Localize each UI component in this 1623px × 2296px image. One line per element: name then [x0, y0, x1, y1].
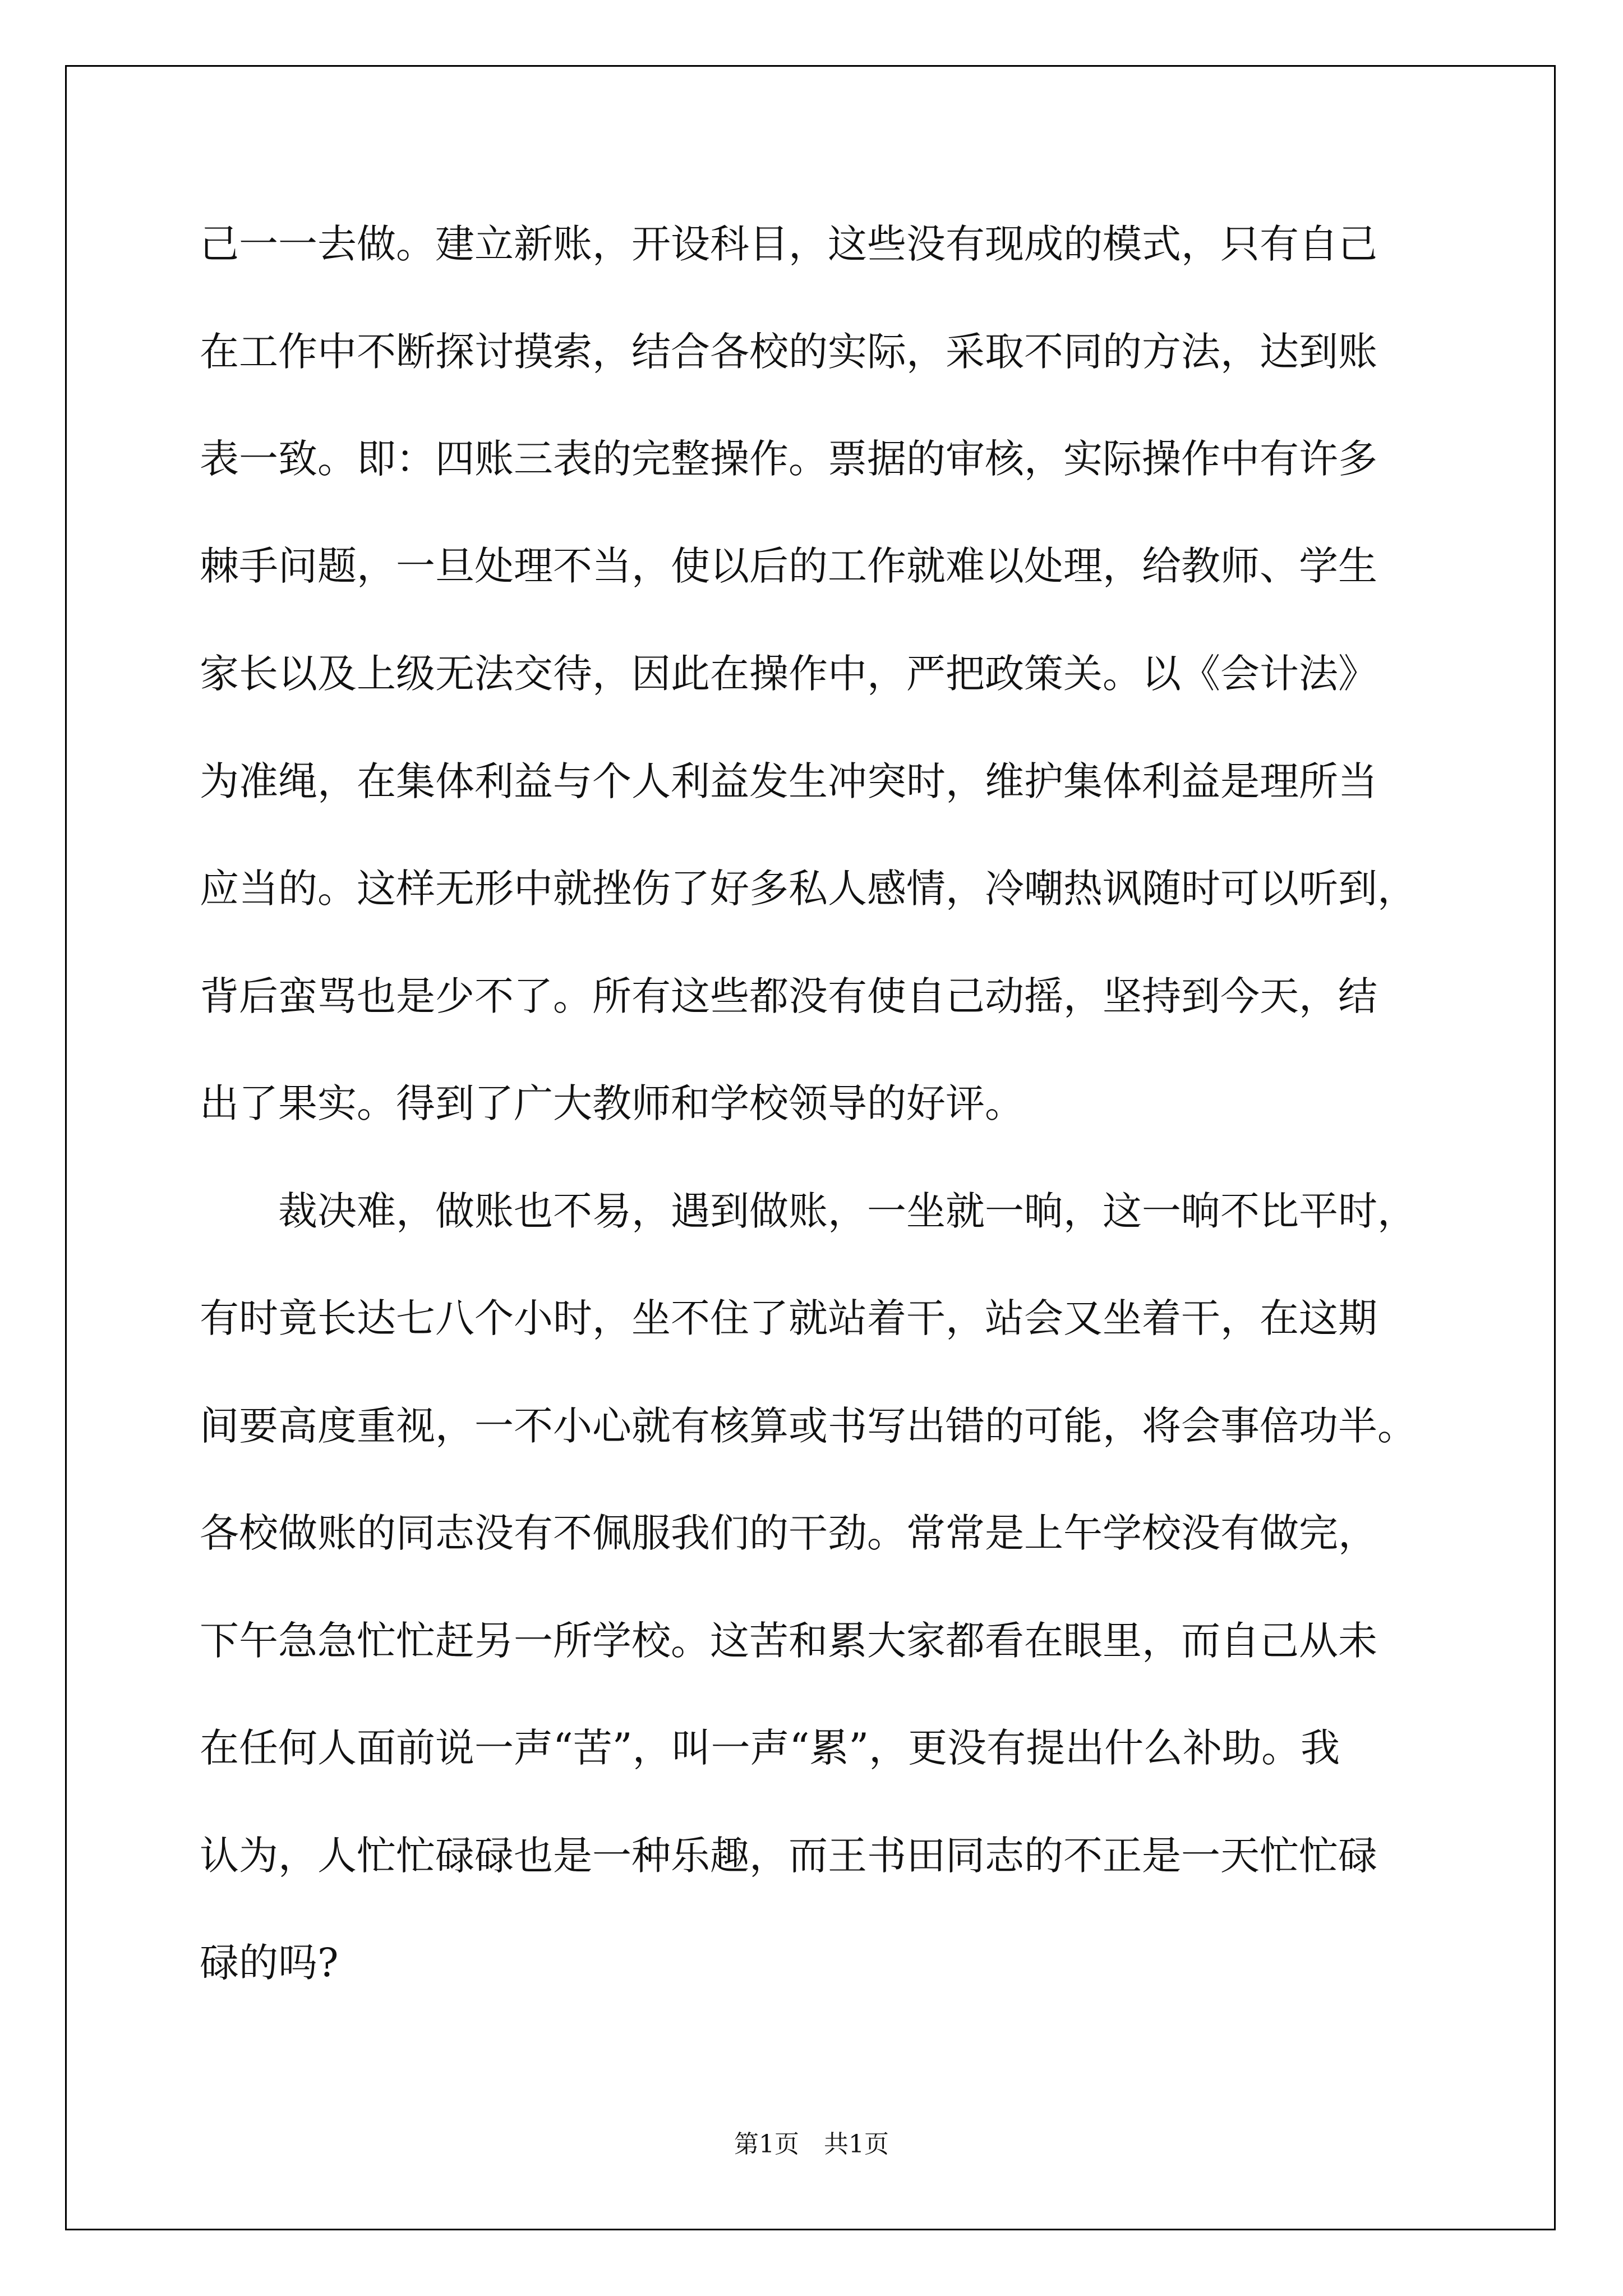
text-line: 为准绳，在集体利益与个人利益发生冲突时，维护集体利益是理所当: [200, 758, 1377, 804]
text-line: 己一一去做。建立新账，开设科目，这些没有现成的模式，只有自己: [200, 221, 1377, 267]
text-line: 出了果实。得到了广大教师和学校领导的好评。: [200, 1080, 1024, 1126]
text-line: 在工作中不断探讨摸索，结合各校的实际，采取不同的方法，达到账: [200, 329, 1377, 375]
text-line: 碌的吗?: [200, 1940, 339, 1986]
text-line: 间要高度重视，一不小心就有核算或书写出错的可能，将会事倍功半。: [200, 1403, 1417, 1449]
text-line: 表一致。即：四账三表的完整操作。票据的审核，实际操作中有许多: [200, 436, 1377, 482]
page-border: [65, 65, 1556, 2230]
page-number-footer: 第1页 共1页: [734, 2130, 889, 2159]
text-line: 认为，人忙忙碌碌也是一种乐趣，而王书田同志的不正是一天忙忙碌: [200, 1833, 1377, 1879]
text-line: 应当的。这样无形中就挫伤了好多私人感情，冷嘲热讽随时可以听到，: [200, 866, 1417, 912]
text-line: 下午急急忙忙赶另一所学校。这苦和累大家都看在眼里，而自己从未: [200, 1618, 1377, 1664]
text-line: 有时竟长达七八个小时，坐不住了就站着干，站会又坐着干，在这期: [200, 1295, 1377, 1341]
text-line: 在任何人面前说一声“苦”，叫一声“累”，更没有提出什么补助。我: [200, 1725, 1340, 1771]
text-line: 背后蛮骂也是少不了。所有这些都没有使自己动摇，坚持到今天，结: [200, 973, 1377, 1019]
text-line: 裁决难，做账也不易，遇到做账，一坐就一晌，这一晌不比平时，: [200, 1188, 1417, 1234]
text-line: 棘手问题，一旦处理不当，使以后的工作就难以处理，给教师、学生: [200, 543, 1377, 589]
text-line: 家长以及上级无法交待，因此在操作中，严把政策关。以《会计法》: [200, 651, 1377, 697]
text-line: 各校做账的同志没有不佩服我们的干劲。常常是上午学校没有做完，: [200, 1510, 1377, 1556]
